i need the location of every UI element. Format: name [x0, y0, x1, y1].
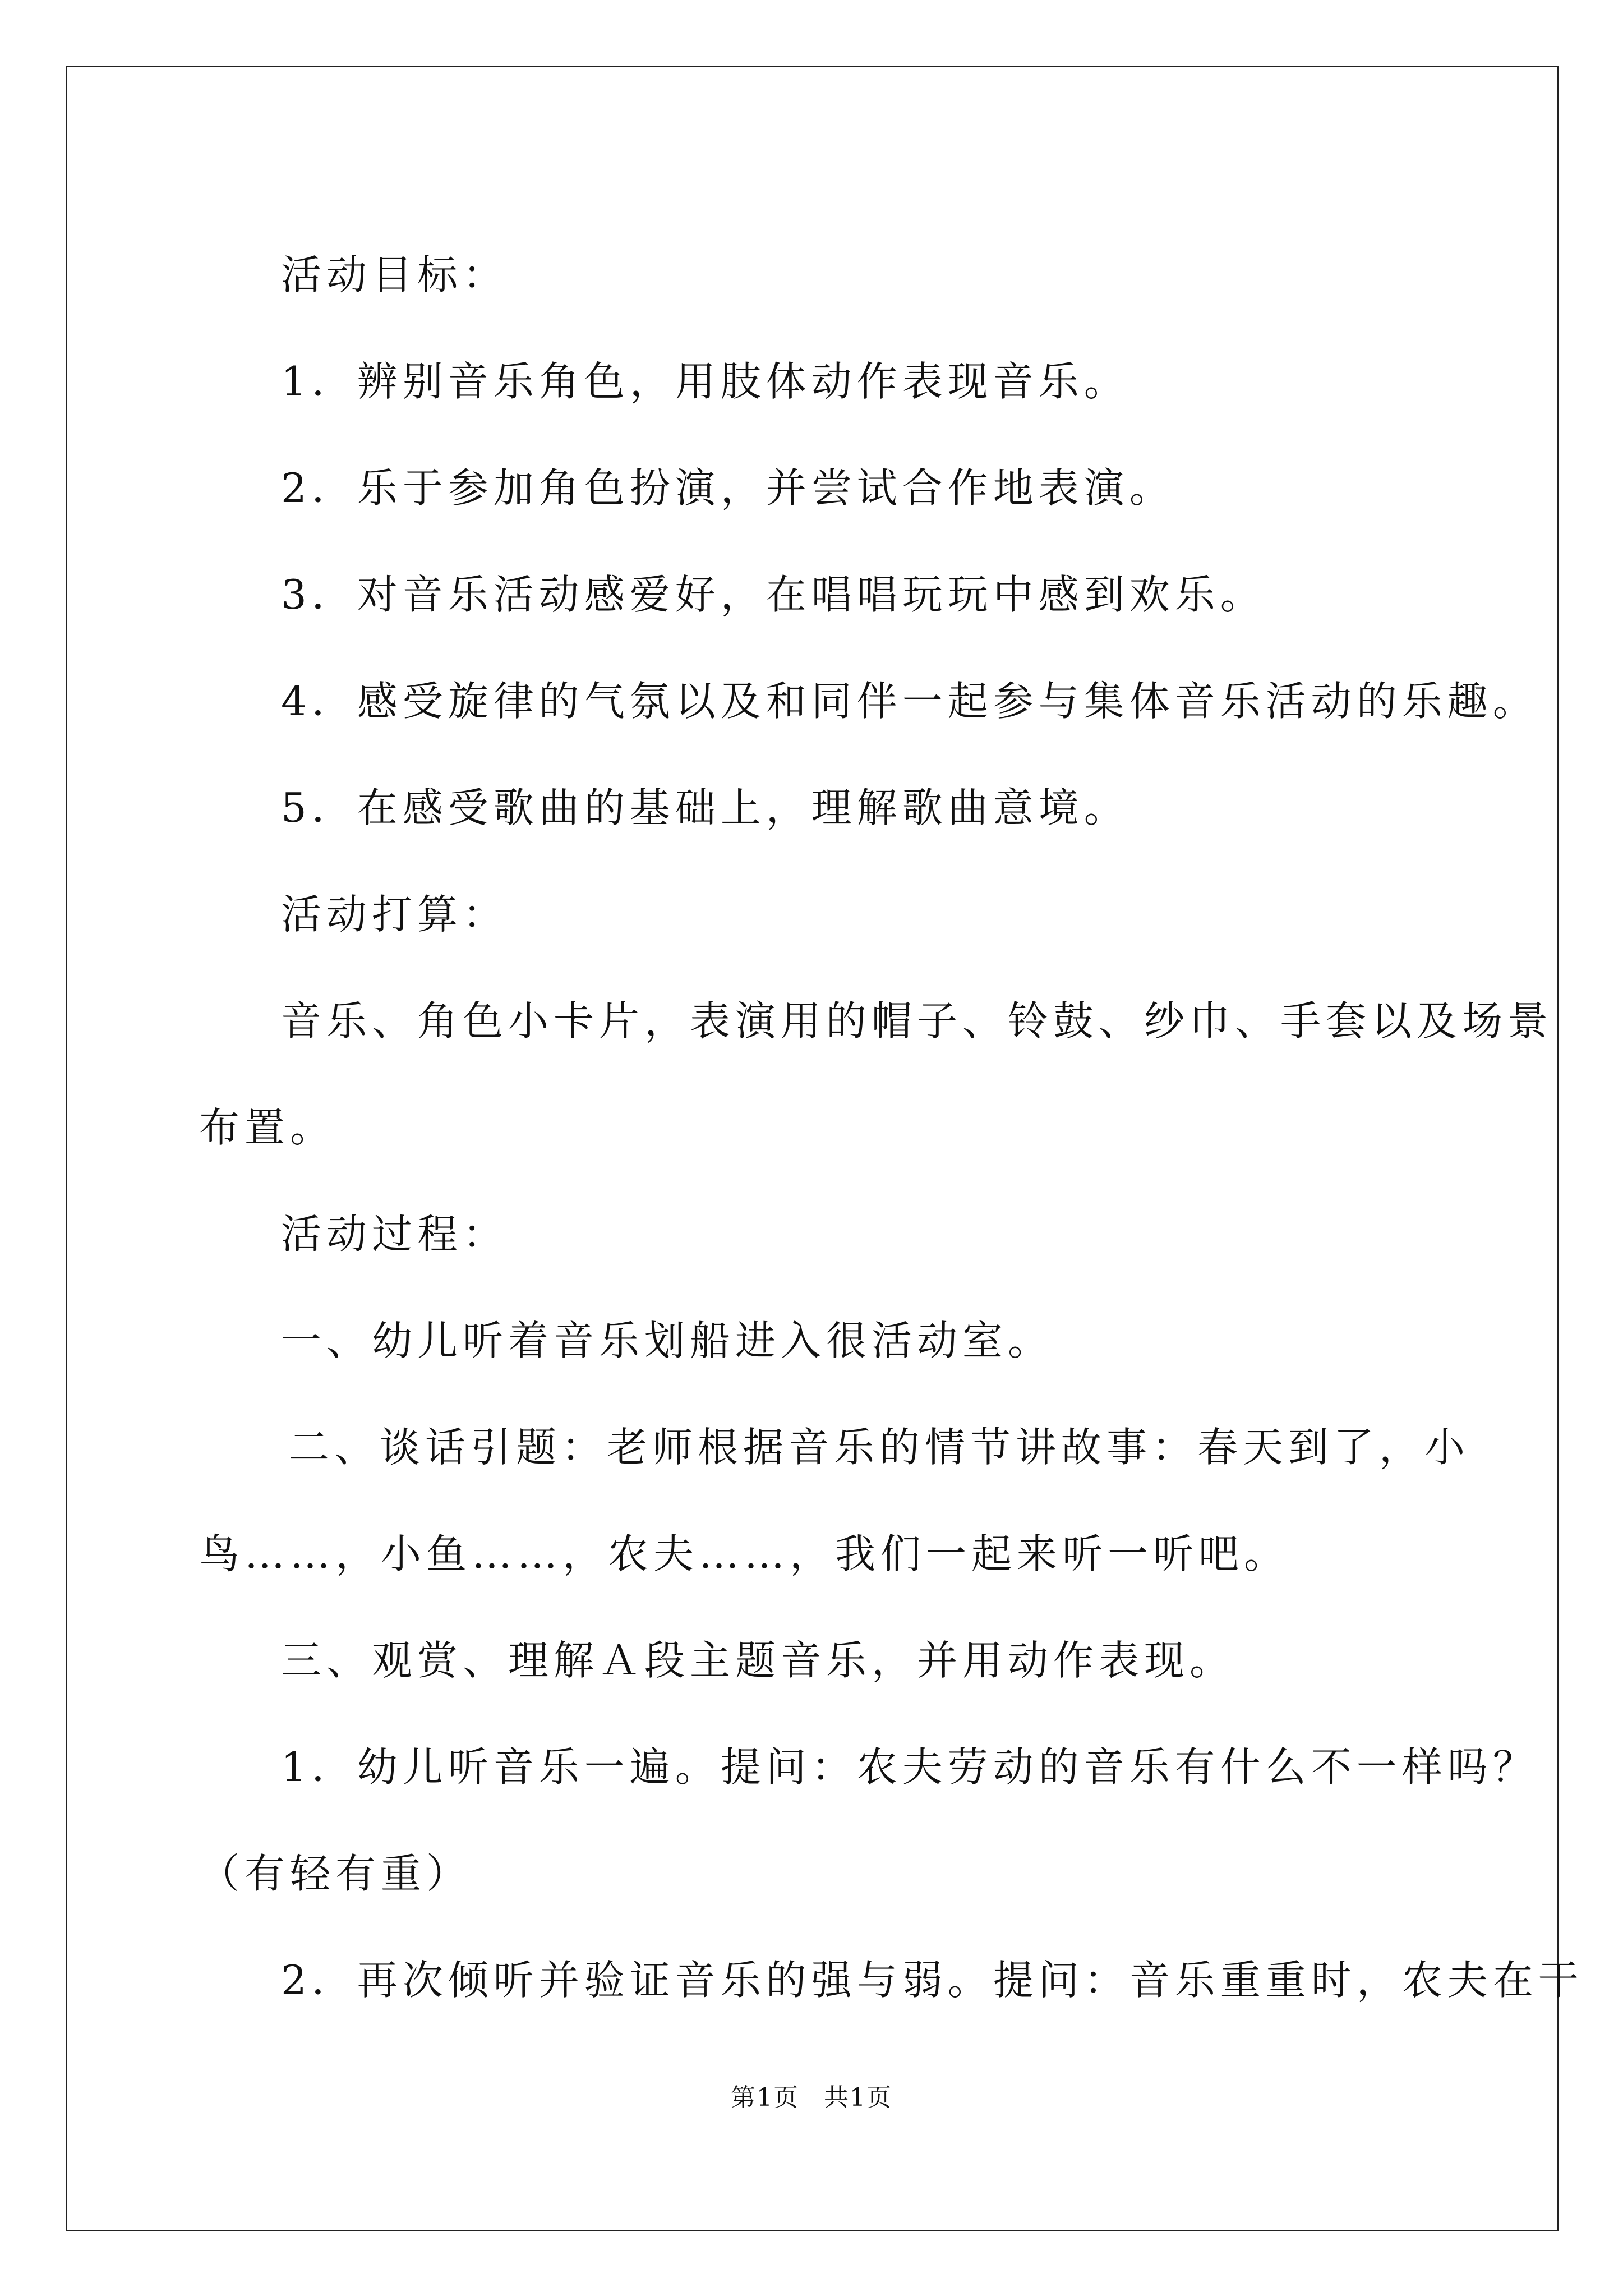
process-step-2-line-1: 二、谈话引题：老师根据音乐的情节讲故事：春天到了，小: [289, 1424, 1470, 1471]
process-substep-2: 2．再次倾听并验证音乐的强与弱。提问：音乐重重时，农夫在干: [281, 1957, 1584, 2004]
goal-item-3: 3．对音乐活动感爱好，在唱唱玩玩中感到欢乐。: [281, 571, 1266, 618]
process-step-2-line-2: 鸟……，小鱼……，农夫……，我们一起来听一听吧。: [199, 1530, 1290, 1577]
preparation-line-2: 布置。: [199, 1104, 336, 1151]
heading-activity-preparation: 活动打算：: [281, 891, 509, 938]
page-number-total: 共1页: [824, 2083, 892, 2112]
goal-item-1: 1．辨别音乐角色，用肢体动作表现音乐。: [281, 358, 1129, 405]
goal-item-2: 2．乐于参加角色扮演，并尝试合作地表演。: [281, 464, 1175, 512]
goal-item-5: 5．在感受歌曲的基础上，理解歌曲意境。: [281, 784, 1129, 831]
preparation-line-1: 音乐、角色小卡片，表演用的帽子、铃鼓、纱巾、手套以及场景: [281, 997, 1553, 1045]
goal-item-4: 4．感受旋律的气氛以及和同伴一起参与集体音乐活动的乐趣。: [281, 678, 1538, 725]
process-step-3: 三、观赏、理解Ａ段主题音乐，并用动作表现。: [281, 1637, 1235, 1684]
process-step-1: 一、幼儿听着音乐划船进入很活动室。: [281, 1317, 1054, 1364]
process-substep-1-line-1: 1．幼儿听音乐一遍。提问：农夫劳动的音乐有什么不一样吗？: [281, 1743, 1538, 1791]
heading-activity-goals: 活动目标：: [281, 251, 509, 298]
document-body: [199, 222, 1584, 2033]
page-number-current: 第1页: [731, 2083, 799, 2112]
heading-activity-process: 活动过程：: [281, 1211, 509, 1258]
process-substep-1-line-2: （有轻有重）: [199, 1850, 472, 1897]
page-footer: [0, 2081, 1623, 2115]
